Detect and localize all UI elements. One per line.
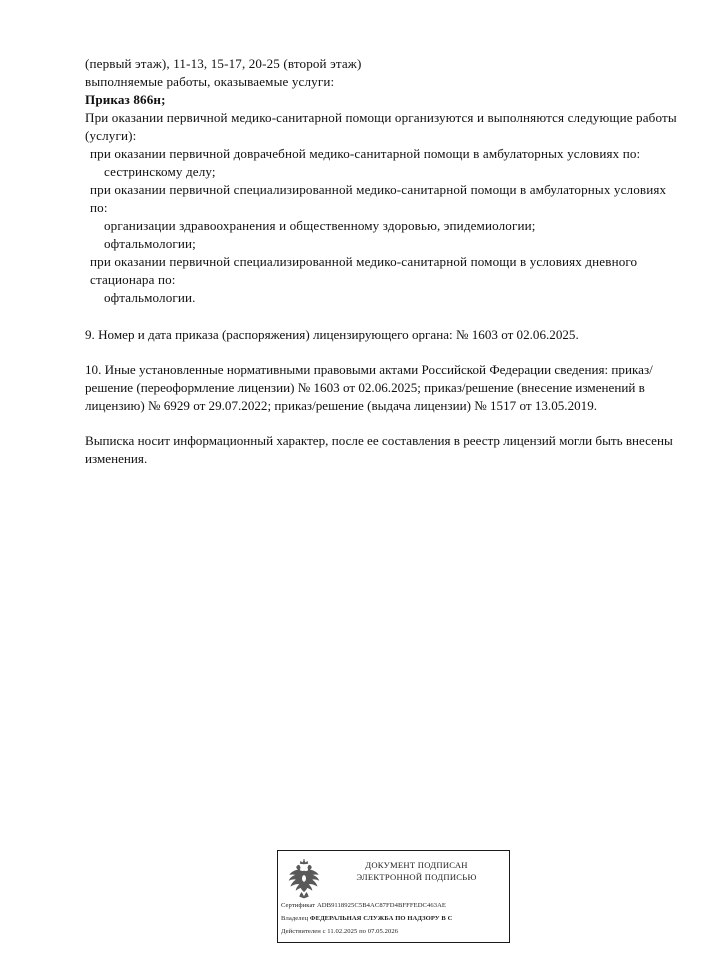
stamp-certificate-label: Сертификат: [281, 902, 316, 909]
stamp-validity-row: [281, 925, 526, 938]
stamp-owner-label: Владелец: [281, 915, 309, 923]
stamp-owner-value: ФЕДЕРАЛЬНАЯ СЛУЖБА ПО НАДЗОРУ В С: [309, 915, 453, 923]
stamp-certificate-value: ADB9118925C5B4AC87FD4BFFFEDC463AE: [316, 902, 447, 909]
primary-care-intro: При оказании первичной медико-санитарной помощи организуются и выполняются следующие работы (услуги):: [85, 110, 681, 143]
document-text-body: [85, 55, 685, 468]
stamp-header: [278, 856, 511, 898]
item-10-other-regulatory-info: 10. Иные установленные нормативными правовыми актами Российской Федерации сведения: приказ/решение (переоформление лицензии) № 1603 от 02.06.2025; приказ/решение (внесение изменений в лицензию) № 6929 от 29.07.2022; приказ/решение (выдача лицензии) № 1517 от 13.05.2019.: [85, 362, 653, 413]
digital-signature-stamp: [277, 850, 510, 943]
care-condition-outpatient-specialized: при оказании первичной специализированной медико-санитарной помощи в амбулаторных условиях по:: [90, 182, 670, 215]
stamp-validity-label: Действителен: [281, 928, 321, 936]
stamp-title-line-2: ЭЛЕКТРОННОЙ ПОДПИСЬЮ: [356, 871, 477, 882]
spacer: [85, 344, 685, 361]
item-9-order-number-and-date: 9. Номер и дата приказа (распоряжения) лицензирующего органа: № 1603 от 02.06.2025.: [85, 327, 579, 342]
care-specialty-item: организации здравоохранения и общественному здоровью, эпидемиологии;: [104, 218, 536, 233]
care-specialty-item: сестринскому делу;: [104, 164, 216, 179]
care-specialty-item: офтальмологии;: [104, 236, 196, 251]
spacer: [85, 415, 685, 432]
stamp-fields: [281, 899, 526, 939]
stamp-certificate-row: [281, 899, 526, 912]
informational-disclaimer: Выписка носит информационный характер, после ее составления в реестр лицензий могли быть внесены изменения.: [85, 433, 673, 466]
works-services-header: выполняемые работы, оказываемые услуги:: [85, 74, 335, 89]
stamp-title: [324, 860, 509, 883]
order-reference-line: Приказ 866н;: [85, 92, 166, 107]
care-specialty-item: офтальмологии.: [104, 290, 196, 305]
care-condition-outpatient-prehospital: при оказании первичной доврачебной медико-санитарной помощи в амбулаторных условиях по:: [90, 146, 641, 161]
spacer: [85, 307, 685, 326]
stamp-title-line-1: ДОКУМЕНТ ПОДПИСАН: [365, 860, 468, 870]
address-line: (первый этаж), 11-13, 15-17, 20-25 (второй этаж): [85, 56, 362, 71]
stamp-validity-value: с 11.02.2025 по 07.05.2026: [322, 928, 399, 936]
russian-coat-of-arms-icon: [286, 859, 322, 899]
stamp-owner-row: [281, 912, 526, 925]
care-condition-dayhospital-specialized: при оказании первичной специализированной медико-санитарной помощи в условиях дневного стационара по:: [90, 254, 641, 287]
